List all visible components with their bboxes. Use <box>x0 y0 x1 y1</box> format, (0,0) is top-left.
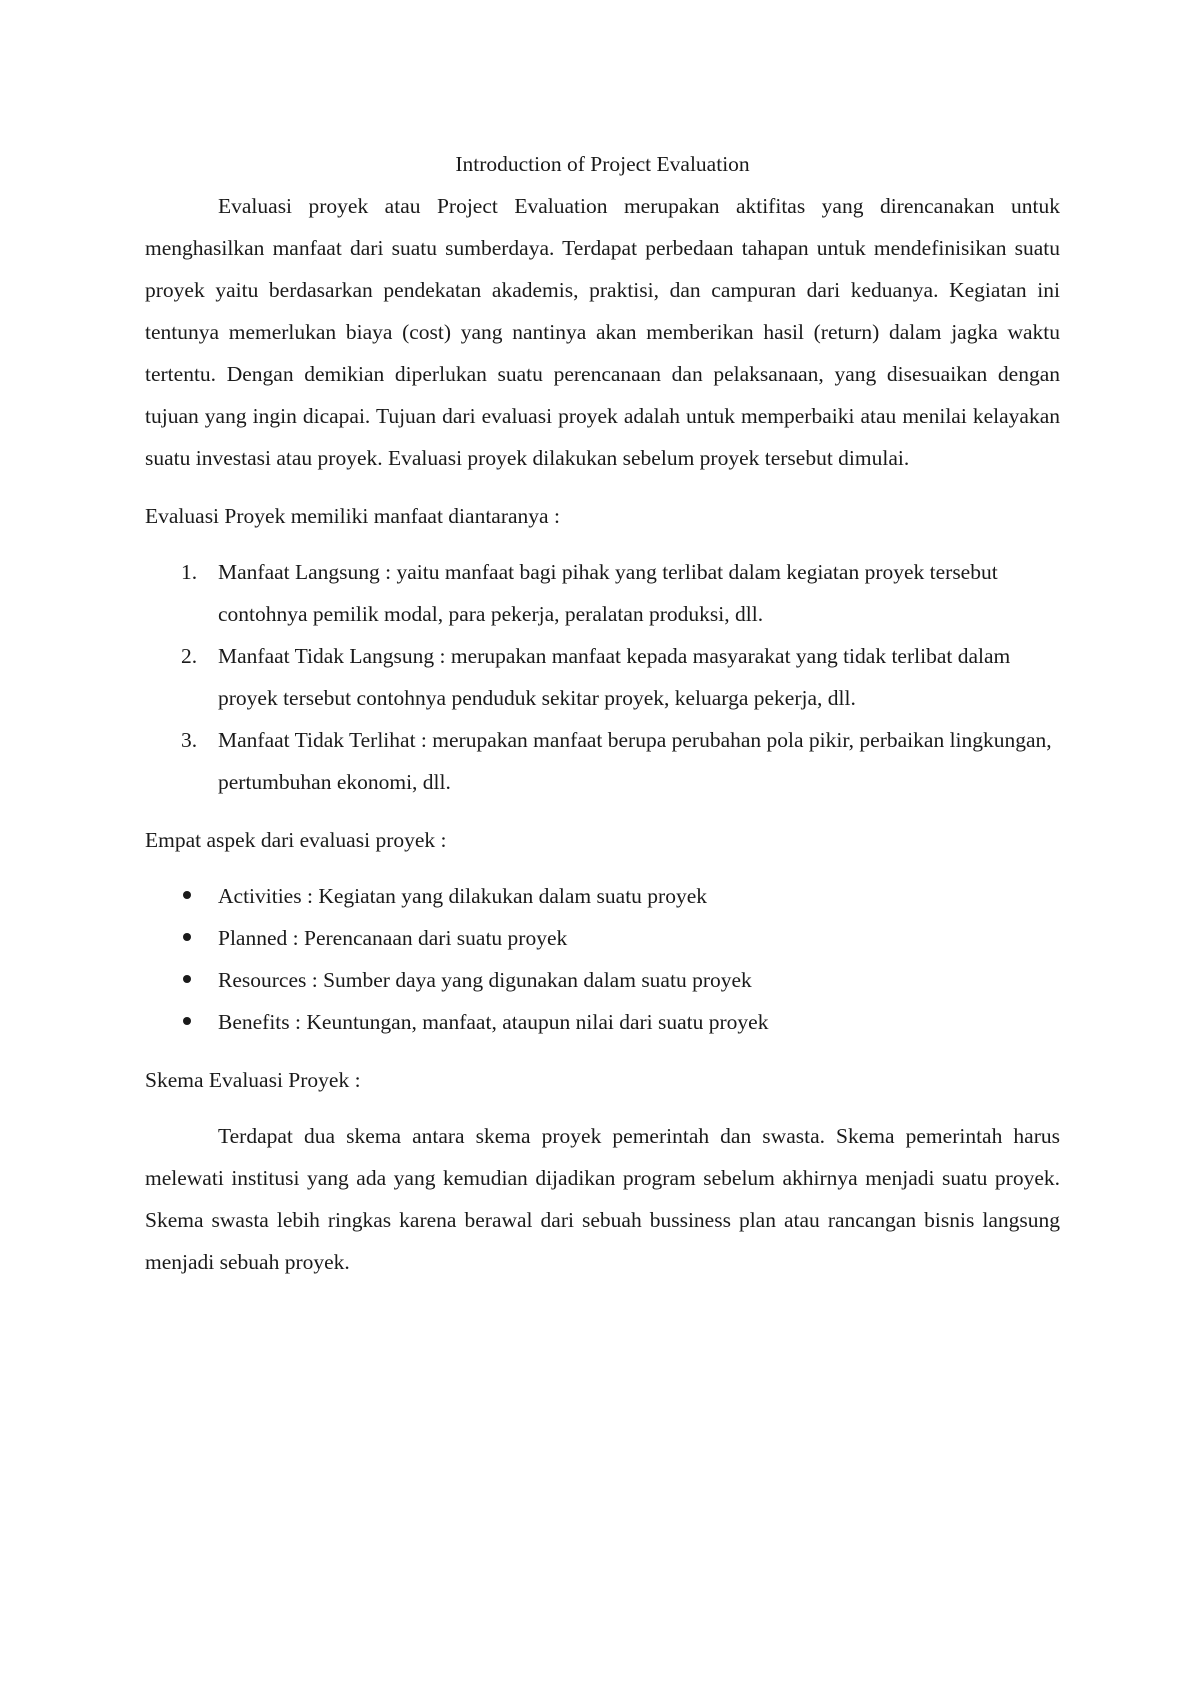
list-item-text: Manfaat Tidak Langsung : merupakan manfaat kepada masyarakat yang tidak terlibat dalam proyek tersebut contohnya penduduk sekitar proyek, keluarga pekerja, dll. <box>218 644 1011 710</box>
scheme-label: Skema Evaluasi Proyek : <box>145 1068 361 1092</box>
list-item <box>145 959 1060 1001</box>
list-item-text: Resources : Sumber daya yang digunakan dalam suatu proyek <box>218 968 752 992</box>
list-number: 2. <box>181 644 198 668</box>
list-item-text: Benefits : Keuntungan, manfaat, ataupun nilai dari suatu proyek <box>218 1010 769 1034</box>
bullet-icon <box>183 891 191 899</box>
bullet-icon <box>183 975 191 983</box>
list-item <box>145 917 1060 959</box>
aspects-label: Empat aspek dari evaluasi proyek : <box>145 828 447 852</box>
document-page <box>145 143 1060 1283</box>
list-item-text: Manfaat Tidak Terlihat : merupakan manfaat berupa perubahan pola pikir, perbaikan lingkungan, pertumbuhan ekonomi, dll. <box>218 728 1052 794</box>
bullet-icon <box>183 933 191 941</box>
list-number: 3. <box>181 728 198 752</box>
aspects-list <box>145 875 1060 1043</box>
benefits-label: Evaluasi Proyek memiliki manfaat diantaranya : <box>145 504 560 528</box>
list-item <box>145 1001 1060 1043</box>
document-title: Introduction of Project Evaluation <box>455 152 750 176</box>
intro-paragraph: Evaluasi proyek atau Project Evaluation merupakan aktifitas yang direncanakan untuk menghasilkan manfaat dari suatu sumberdaya. Terdapat perbedaan tahapan untuk mendefinisikan suatu proyek yaitu berdasarkan pendekatan akademis, praktisi, dan campuran dari keduanya. Kegiatan ini tentunya memerlukan biaya (cost) yang nantinya akan memberikan hasil (return) dalam jagka waktu tertentu. Dengan demikian diperlukan suatu perencanaan dan pelaksanaan, yang disesuaikan dengan tujuan yang ingin dicapai. Tujuan dari evaluasi proyek adalah untuk memperbaiki atau menilai kelayakan suatu investasi atau proyek. Evaluasi proyek dilakukan sebelum proyek tersebut dimulai. <box>145 194 1060 470</box>
bullet-icon <box>183 1017 191 1025</box>
benefits-list <box>145 551 1060 803</box>
list-item-text: Planned : Perencanaan dari suatu proyek <box>218 926 568 950</box>
list-item-text: Manfaat Langsung : yaitu manfaat bagi pihak yang terlibat dalam kegiatan proyek tersebut contohnya pemilik modal, para pekerja, peralatan produksi, dll. <box>218 560 998 626</box>
scheme-paragraph: Terdapat dua skema antara skema proyek pemerintah dan swasta. Skema pemerintah harus melewati institusi yang ada yang kemudian dijadikan program sebelum akhirnya menjadi suatu proyek. Skema swasta lebih ringkas karena berawal dari sebuah bussiness plan atau rancangan bisnis langsung menjadi sebuah proyek. <box>145 1124 1060 1274</box>
list-item <box>145 551 1060 635</box>
list-item <box>145 635 1060 719</box>
list-number: 1. <box>181 560 198 584</box>
list-item <box>145 719 1060 803</box>
list-item <box>145 875 1060 917</box>
list-item-text: Activities : Kegiatan yang dilakukan dalam suatu proyek <box>218 884 707 908</box>
